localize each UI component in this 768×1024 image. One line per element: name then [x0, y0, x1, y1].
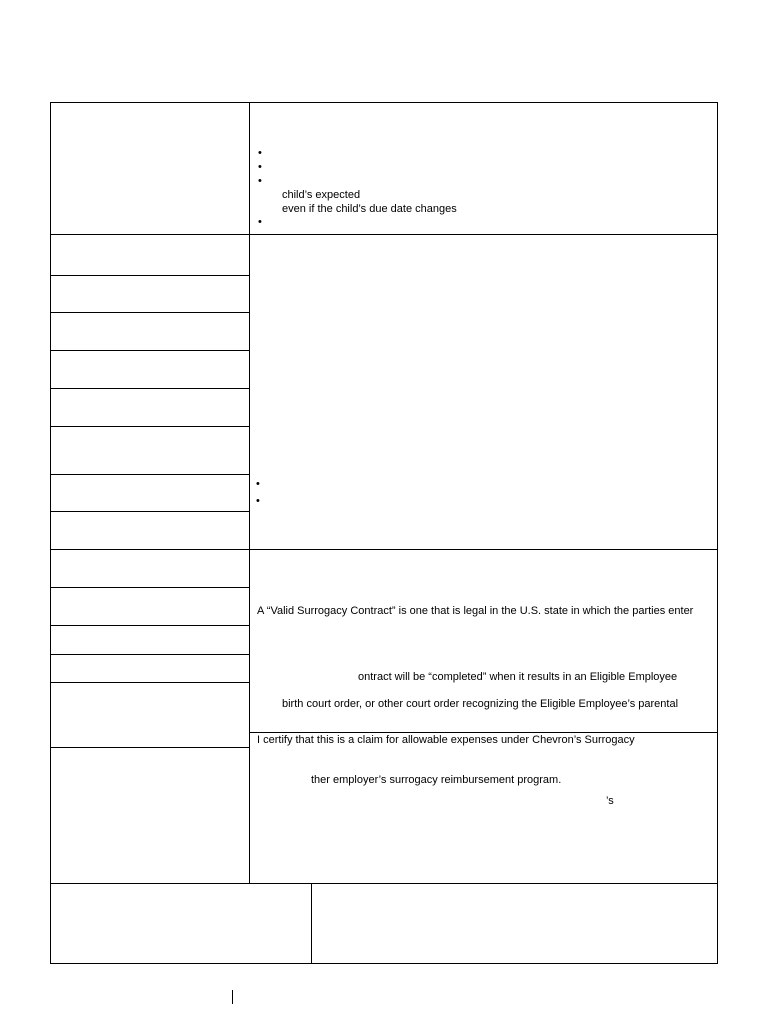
- left-row-line: [50, 625, 250, 626]
- table-right-border: [717, 102, 718, 964]
- left-row-line: [50, 350, 250, 351]
- left-row-line: [50, 388, 250, 389]
- court-order-text: birth court order, or other court order recognizing the Eligible Employee’s parental: [282, 698, 679, 710]
- bullet-3: •: [258, 175, 262, 187]
- section-4-bottom: [50, 883, 718, 884]
- bullet-6: •: [256, 495, 260, 507]
- table-left-border: [50, 102, 51, 964]
- left-row-line: [50, 426, 250, 427]
- section-1-bottom: [50, 234, 718, 235]
- valid-contract-text: A “Valid Surrogacy Contract” is one that is legal in the U.S. state in which the parties enter: [257, 605, 694, 617]
- left-row-line: [50, 682, 250, 683]
- left-row-line: [50, 511, 250, 512]
- bullet-4: •: [258, 216, 262, 228]
- left-row-line: [50, 312, 250, 313]
- bullet-5: •: [256, 478, 260, 490]
- possessive-fragment: ’s: [606, 795, 614, 807]
- left-row-line: [50, 654, 250, 655]
- certify-text: I certify that this is a claim for allowable expenses under Chevron’s Surrogacy: [257, 734, 635, 746]
- completed-text: ontract will be “completed” when it results in an Eligible Employee: [358, 671, 678, 683]
- certification-top-line: [249, 732, 718, 733]
- label-column-divider: [249, 102, 250, 883]
- text-cursor: [232, 990, 233, 1004]
- bullet-2: •: [258, 161, 262, 173]
- bullet-1: •: [258, 147, 262, 159]
- other-employer-text: ther employer’s surrogacy reimbursement program.: [311, 774, 562, 786]
- bottom-row-divider: [311, 883, 312, 963]
- left-row-line: [50, 587, 250, 588]
- left-row-line: [50, 474, 250, 475]
- section-2-bottom: [50, 549, 718, 550]
- left-row-line: [50, 275, 250, 276]
- due-date-text: even if the child’s due date changes: [282, 203, 457, 215]
- table-top-border: [50, 102, 718, 103]
- expected-date-text: child’s expected: [282, 189, 361, 201]
- left-row-line: [50, 747, 250, 748]
- table-bottom-border: [50, 963, 718, 964]
